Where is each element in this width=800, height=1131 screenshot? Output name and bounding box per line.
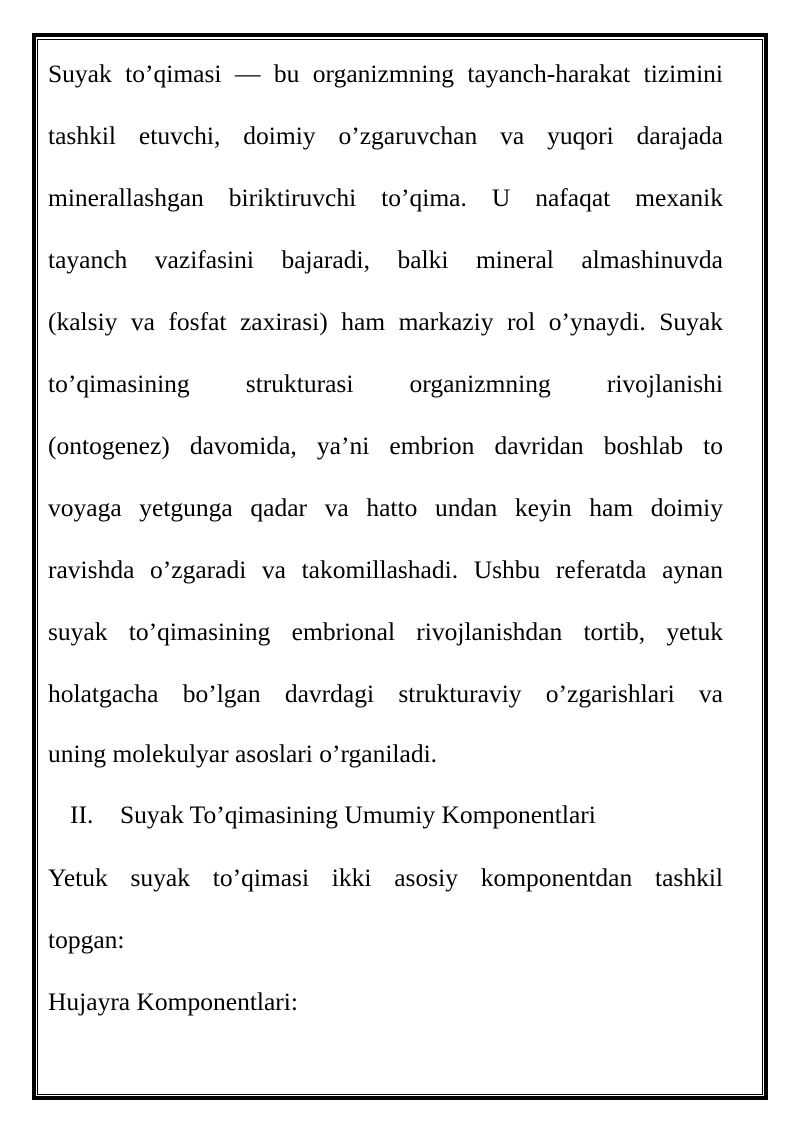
section-heading <box>48 800 723 830</box>
paragraph-line: suyak to’qimasining embrional rivojlanishdan tortib, yetuk <box>48 617 723 646</box>
paragraph-line: minerallashgan biriktiruvchi to’qima. U nafaqat mexanik <box>48 183 723 212</box>
paragraph-line: holatgacha bo’lgan davrdagi strukturaviy o’zgarishlari va <box>48 679 723 708</box>
paragraph-line: ravishda o’zgaradi va takomillashadi. Ushbu referatda aynan <box>48 555 723 584</box>
paragraph-line: topgan: <box>48 925 125 954</box>
paragraph-line: tayanch vazifasini bajaradi, balki mineral almashinuvda <box>48 245 723 274</box>
subheading: Hujayra Komponentlari: <box>48 987 298 1016</box>
paragraph-line: (ontogenez) davomida, ya’ni embrion davridan boshlab to <box>48 431 723 460</box>
paragraph-line: Yetuk suyak to’qimasi ikki asosiy komponentdan tashkil <box>48 863 723 892</box>
paragraph-line: tashkil etuvchi, doimiy o’zgaruvchan va yuqori darajada <box>48 121 723 150</box>
section-title: Suyak To’qimasining Umumiy Komponentlari <box>120 800 596 829</box>
paragraph-line: uning molekulyar asoslari o’rganiladi. <box>48 739 438 768</box>
paragraph-line: Suyak to’qimasi — bu organizmning tayanch-harakat tizimini <box>48 59 723 88</box>
paragraph-line: to’qimasining strukturasi organizmning rivojlanishi <box>48 369 723 398</box>
paragraph-line: (kalsiy va fosfat zaxirasi) ham markaziy rol o’ynaydi. Suyak <box>48 307 723 336</box>
paragraph-line: voyaga yetgunga qadar va hatto undan keyin ham doimiy <box>48 493 723 522</box>
section-number: II. <box>70 800 94 829</box>
